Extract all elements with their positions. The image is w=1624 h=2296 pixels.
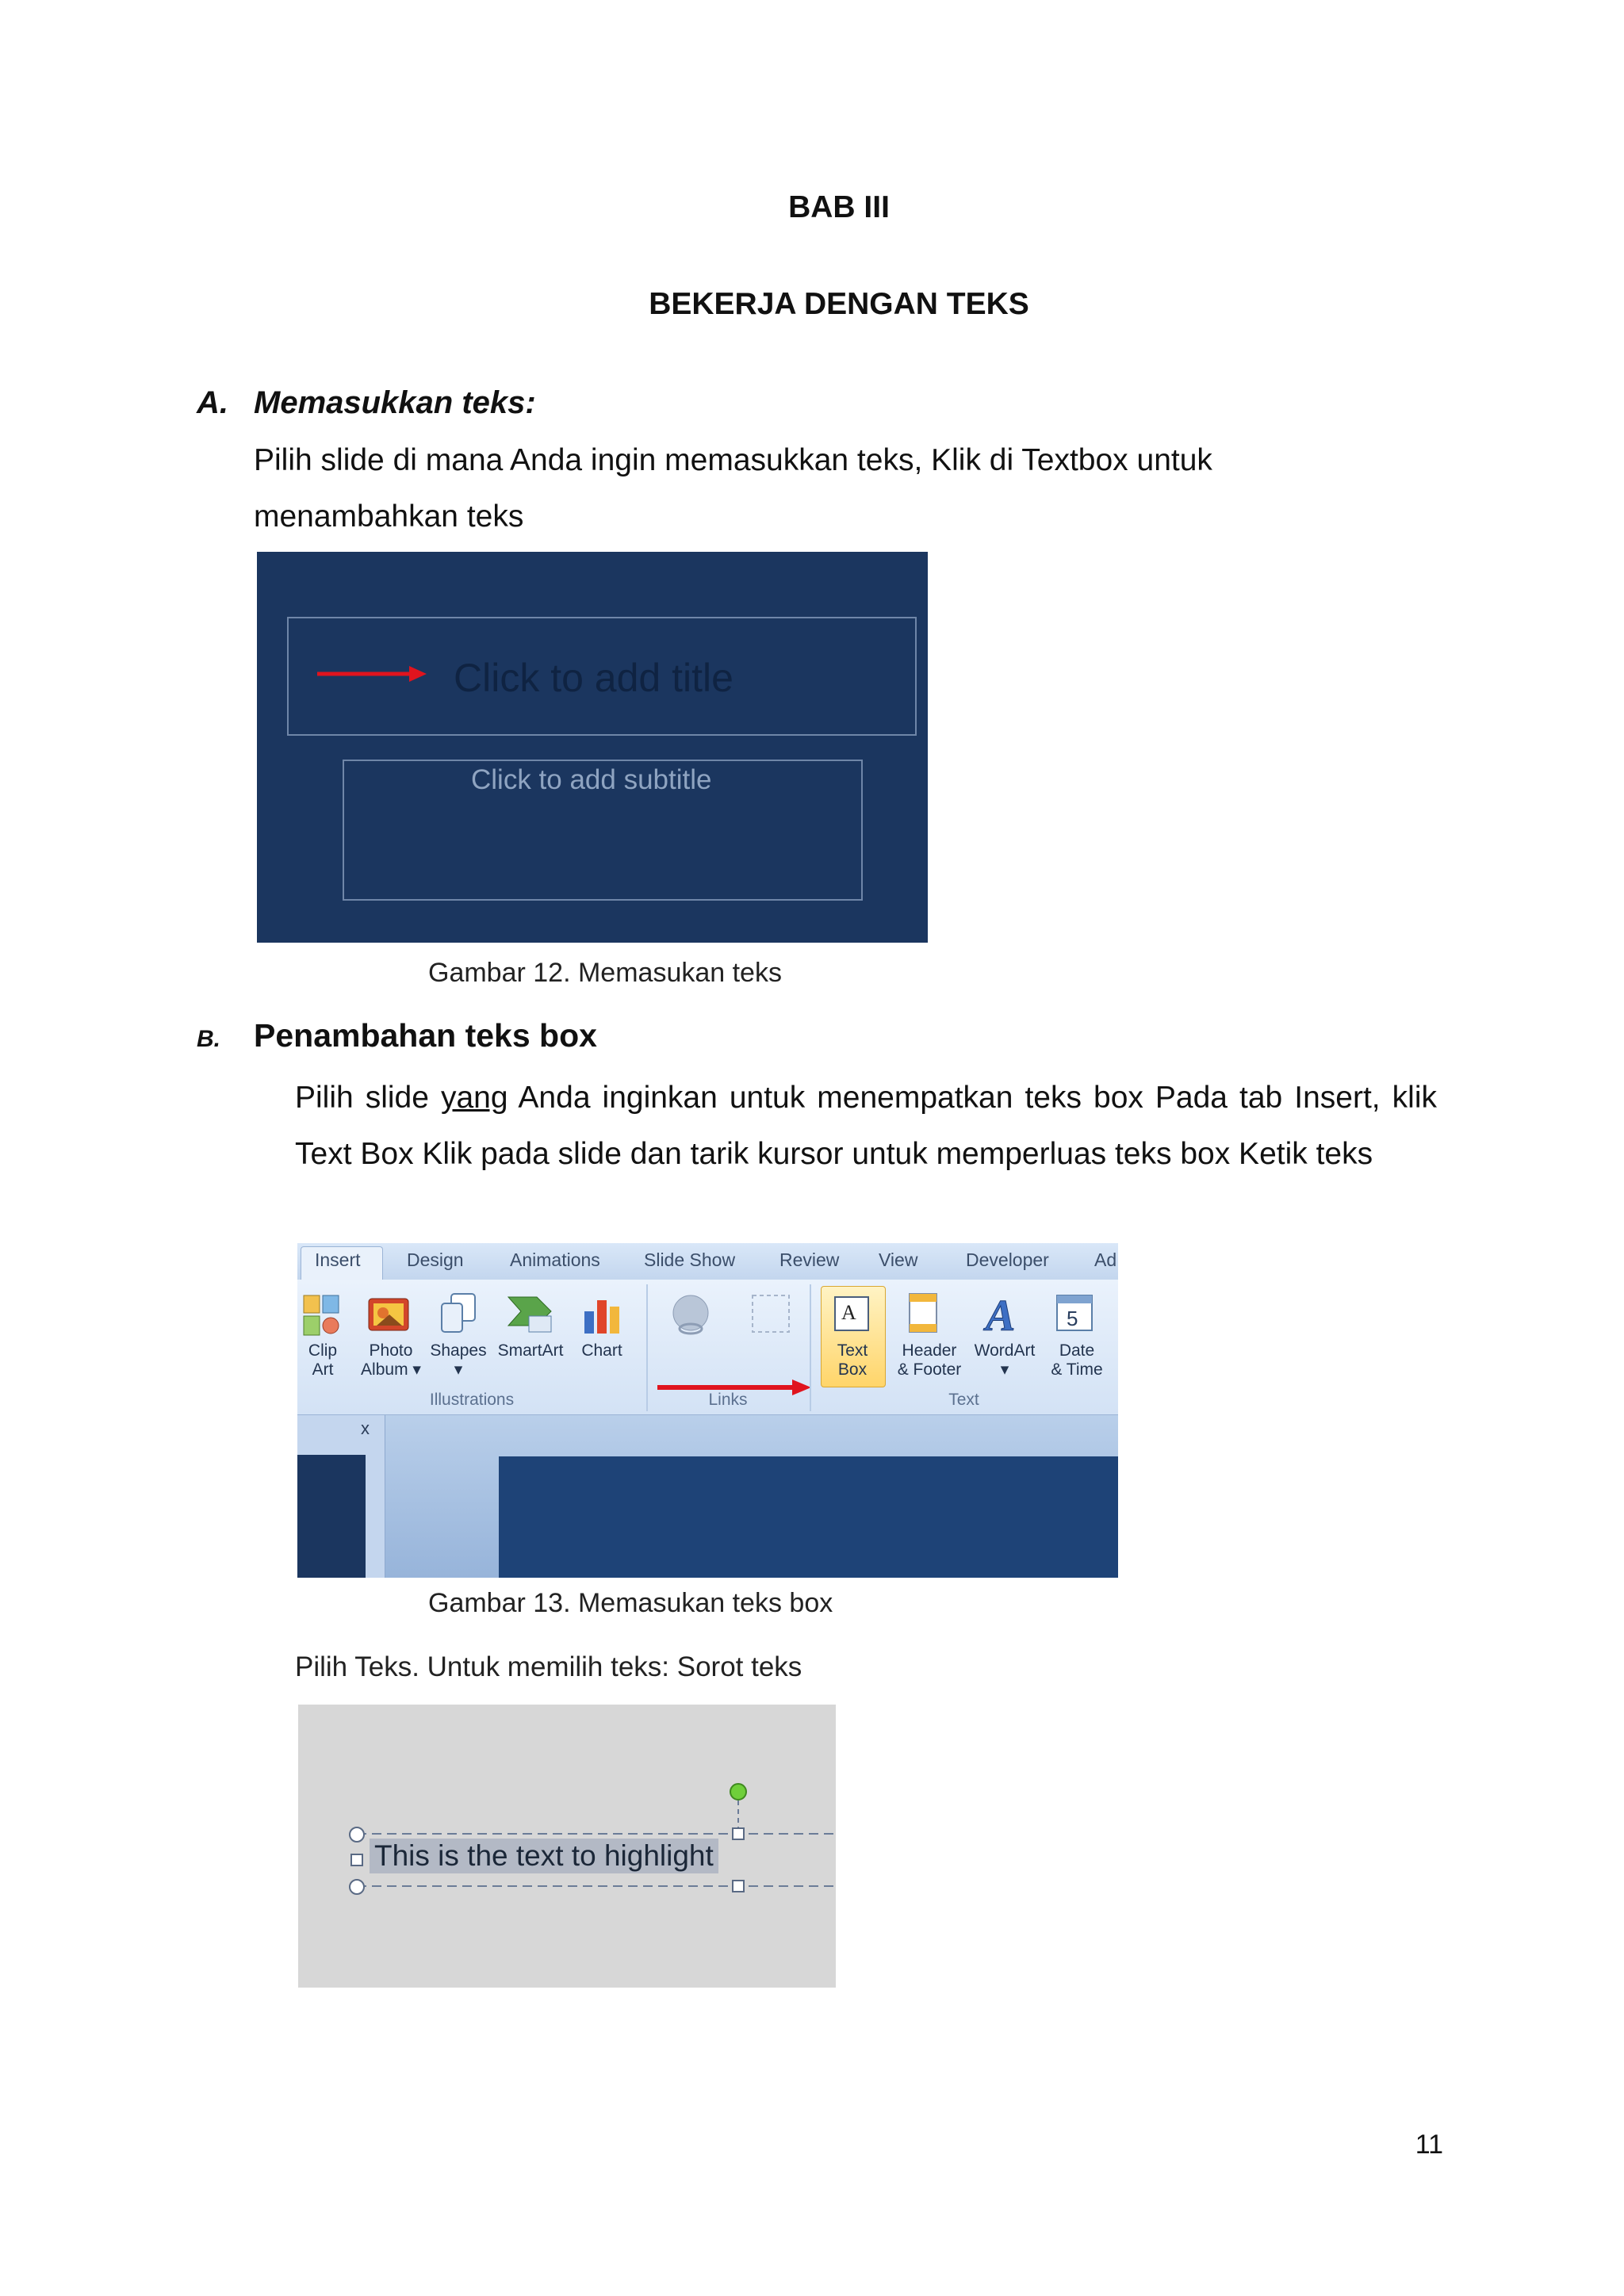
shapes-label-line2: ▾ <box>454 1360 463 1379</box>
illustrations-group-label: Illustrations <box>429 1391 515 1409</box>
photo-album-label-line1: Photo <box>369 1341 413 1360</box>
tab-animations[interactable]: Animations <box>510 1249 600 1270</box>
chart-label: Chart <box>581 1341 622 1360</box>
figure-14-highlight <box>298 1705 836 1988</box>
side-handle-icon[interactable] <box>349 1852 365 1868</box>
figure-12-slide <box>257 552 928 943</box>
svg-text:A: A <box>986 1292 1016 1338</box>
wordart-label-line1: WordArt <box>974 1341 1036 1360</box>
shapes-icon[interactable] <box>437 1291 480 1337</box>
header-footer-label <box>891 1341 968 1380</box>
subtitle-placeholder-text: Click to add subtitle <box>471 764 712 795</box>
photo-album-label-line2: Album ▾ <box>361 1360 421 1379</box>
clip-art-label-line2: Art <box>312 1360 334 1379</box>
section-b-title: Penambahan teks box <box>254 1017 597 1054</box>
red-arrow-icon <box>316 664 428 684</box>
date-time-label <box>1043 1341 1111 1380</box>
text-box-label-line2: Box <box>837 1360 868 1379</box>
section-b-letter: B. <box>197 1026 220 1052</box>
select-text-note: Pilih Teks. Untuk memilih teks: Sorot teks <box>295 1651 802 1682</box>
tab-add-ins[interactable]: Ad <box>1094 1249 1117 1270</box>
slide-thumbnail[interactable] <box>297 1455 366 1578</box>
chapter-title: BEKERJA DENGAN TEKS <box>649 287 1029 321</box>
chapter-number: BAB III <box>788 190 890 224</box>
highlighted-text[interactable]: This is the text to highlight <box>370 1839 718 1873</box>
wordart-icon[interactable] <box>981 1291 1025 1338</box>
date-time-label-line2: & Time <box>1051 1360 1103 1379</box>
section-b-body-underlined: yang <box>440 1081 508 1115</box>
tab-design[interactable]: Design <box>407 1249 464 1270</box>
header-footer-label-line2: & Footer <box>897 1360 962 1379</box>
text-box-label <box>822 1341 883 1380</box>
figure-13-caption: Gambar 13. Memasukan teks box <box>428 1588 833 1618</box>
corner-handle-icon[interactable] <box>347 1877 367 1897</box>
section-a-title: Memasukkan teks: <box>254 385 536 420</box>
tab-developer[interactable]: Developer <box>966 1249 1049 1270</box>
shapes-label-line1: Shapes <box>430 1341 487 1360</box>
action-icon[interactable] <box>748 1291 795 1338</box>
svg-text:A: A <box>841 1301 856 1324</box>
corner-handle-icon[interactable] <box>347 1824 367 1845</box>
section-b-body <box>295 1070 1437 1182</box>
close-pane-icon[interactable]: x <box>361 1418 370 1438</box>
section-b-body-start: Pilih slide <box>295 1081 441 1115</box>
slide-canvas[interactable] <box>499 1456 1118 1578</box>
smartart-label: SmartArt <box>497 1341 564 1360</box>
rotate-handle-icon[interactable] <box>728 1781 749 1802</box>
clip-art-label-line1: Clip <box>308 1341 338 1360</box>
chart-icon[interactable] <box>581 1292 624 1337</box>
tab-review[interactable]: Review <box>779 1249 840 1270</box>
figure-13-ribbon <box>297 1243 1118 1578</box>
slide-work-area <box>297 1415 1118 1578</box>
links-group-label: Links <box>708 1391 748 1409</box>
header-footer-icon[interactable] <box>903 1291 943 1338</box>
hyperlink-icon[interactable] <box>668 1292 716 1340</box>
section-b-body-end: Anda inginkan untuk menempatkan teks box Pada tab Insert, klik Text Box Klik pada slide dan tarik kursor untuk memperluas teks box Ketik teks <box>295 1081 1438 1171</box>
tab-slide-show[interactable]: Slide Show <box>644 1249 736 1270</box>
clip-art-icon[interactable] <box>302 1292 340 1338</box>
ribbon-tab-bar <box>297 1243 1118 1280</box>
ribbon-panel <box>297 1280 1118 1415</box>
page-number: 11 <box>1415 2130 1443 2160</box>
figure-12-caption: Gambar 12. Memasukan teks <box>428 958 782 988</box>
section-a-body: Pilih slide di mana Anda ingin memasukkan teks, Klik di Textbox untuk menambahkan teks <box>254 443 1212 534</box>
clip-art-label <box>301 1341 345 1380</box>
side-handle-icon[interactable] <box>730 1826 746 1842</box>
smartart-icon[interactable] <box>505 1292 554 1335</box>
shapes-label <box>427 1341 489 1380</box>
tab-insert[interactable]: Insert <box>315 1249 361 1270</box>
section-a-letter: A. <box>197 385 228 420</box>
photo-album-icon[interactable] <box>366 1291 413 1337</box>
title-placeholder-text: Click to add title <box>454 656 733 700</box>
wordart-label <box>971 1341 1038 1380</box>
wordart-label-line2: ▾ <box>1000 1360 1009 1379</box>
date-time-label-line1: Date <box>1059 1341 1095 1360</box>
svg-text:5: 5 <box>1067 1307 1078 1330</box>
text-box-icon <box>830 1292 875 1337</box>
header-footer-label-line1: Header <box>902 1341 957 1360</box>
text-box-label-line1: Text <box>837 1341 868 1360</box>
side-handle-icon[interactable] <box>730 1878 746 1894</box>
tab-view[interactable]: View <box>879 1249 918 1270</box>
photo-album-label <box>358 1341 424 1380</box>
text-group-label: Text <box>948 1391 979 1409</box>
calendar-icon[interactable] <box>1052 1291 1100 1338</box>
